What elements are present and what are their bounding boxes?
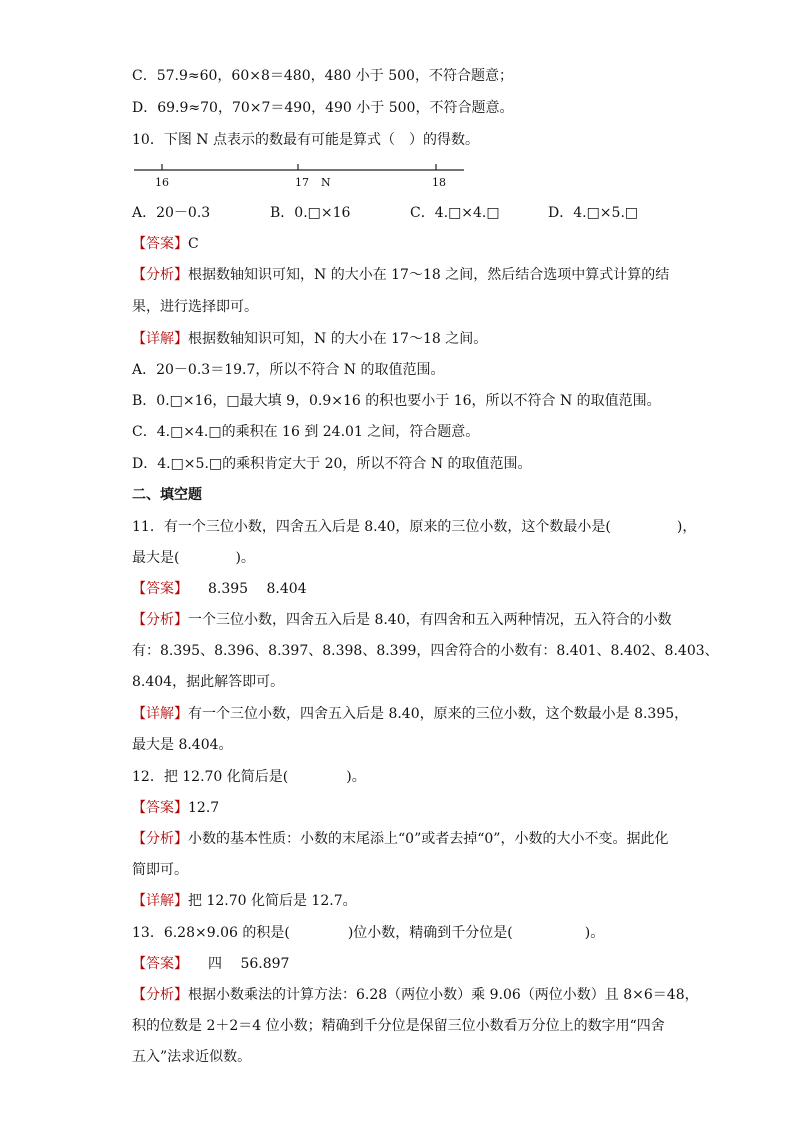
q11-text-d: )。 [235,550,255,566]
q10-detail-b: B．0.□×16，□最大填 9，0.9×16 的积也要小于 16，所以不符合 N 的取值范围。 [132,393,661,409]
choice-b: B．0.□×16 [270,205,351,221]
q13-text-b: )位小数，精确到千分位是( [347,925,513,941]
q11-answer [132,579,307,599]
detail-text: 有一个三位小数，四舍五入后是 8.40，原来的三位小数，这个数最小是 8.395， [188,706,689,722]
tick-label-17: 17 [295,176,309,189]
analysis-tag: 【分析】 [132,831,188,847]
q11-text-a: 11．有一个三位小数，四舍五入后是 8.40，原来的三位小数，这个数最小是( [132,519,611,535]
answer-tag: 【答案】 [132,581,188,597]
q10-detail-d: D．4.□×5.□的乘积肯定大于 20，所以不符合 N 的取值范围。 [132,456,532,472]
q13-text-c: )。 [584,925,605,941]
analysis-text: 一个三位小数，四舍五入后是 8.40，有四舍和五入两种情况，五入符合的小数 [188,612,672,628]
answer-text: 8.395 8.404 [208,581,307,597]
answer-text: 四 56.897 [208,956,290,972]
detail-text: 根据数轴知识可知，N 的大小在 17～18 之间。 [188,331,488,347]
point-n-label: N [321,176,331,189]
q11-analysis-1 [132,610,672,630]
q13-analysis-3: 五入”法求近似数。 [132,1049,252,1065]
choice-c: C．4.□×4.□ [410,205,500,221]
q13-text-a: 13．6.28×9.06 的积是( [132,925,290,941]
tick-label-16: 16 [155,176,169,189]
option-c-line: C．57.9≈60，60×8＝480，480 小于 500，不符合题意； [132,68,513,84]
answer-text: 12.7 [188,800,220,816]
tick-label-18: 18 [432,176,446,189]
q13-analysis-2: 积的位数是 2＋2＝4 位小数；精确到千分位是保留三位小数看万分位上的数字用“四舍 [132,1018,665,1034]
analysis-tag: 【分析】 [132,612,188,628]
question-12 [132,767,366,787]
analysis-text: 根据数轴知识可知，N 的大小在 17～18 之间，然后结合选项中算式计算的结 [188,267,670,283]
question-10: 10．下图 N 点表示的数最有可能是算式（ ）的得数。 [132,132,479,148]
q12-detail-1 [132,891,357,911]
q10-detail-1 [132,329,487,349]
question-13 [132,923,604,943]
q11-text-c: 最大是( [132,550,180,566]
question-11-line-1 [132,517,696,537]
question-11-line-2 [132,548,255,568]
q11-detail-1 [132,704,688,724]
q10-detail-c: C．4.□×4.□的乘积在 16 到 24.01 之间，符合题意。 [132,424,480,440]
answer-tag: 【答案】 [132,800,188,816]
q12-text-a: 12．把 12.70 化简后是( [132,769,289,785]
q12-text-b: )。 [346,769,366,785]
section-heading-fill-blank: 二、填空题 [132,487,202,503]
option-d-line: D．69.9≈70，70×7＝490，490 小于 500，不符合题意。 [132,100,514,116]
analysis-tag: 【分析】 [132,987,188,1003]
q11-analysis-3: 8.404，据此解答即可。 [132,674,285,690]
q13-analysis-1 [132,985,699,1005]
analysis-tag: 【分析】 [132,267,188,283]
q12-analysis-1 [132,829,668,849]
choice-a: A．20－0.3 [132,205,211,221]
answer-tag: 【答案】 [132,956,188,972]
q10-analysis-2: 果，进行选择即可。 [132,299,258,315]
answer-text: C [188,236,199,252]
q13-answer [132,954,289,974]
choice-d: D．4.□×5.□ [548,205,639,221]
detail-tag: 【详解】 [132,331,188,347]
q12-answer [132,798,219,818]
q11-text-b: )， [676,519,697,535]
detail-tag: 【详解】 [132,706,188,722]
detail-tag: 【详解】 [132,893,188,909]
analysis-text: 根据小数乘法的计算方法：6.28（两位小数）乘 9.06（两位小数）且 8×6＝48， [188,987,699,1003]
answer-tag: 【答案】 [132,236,188,252]
analysis-text: 小数的基本性质：小数的末尾添上“0”或者去掉“0”，小数的大小不变。据此化 [188,831,669,847]
number-line [132,160,472,190]
q12-analysis-2: 简即可。 [132,862,188,878]
detail-text: 把 12.70 化简后是 12.7。 [188,893,357,909]
q10-analysis-1 [132,265,669,285]
q10-answer [132,234,199,254]
q10-detail-a: A．20－0.3＝19.7，所以不符合 N 的取值范围。 [132,362,445,378]
q11-analysis-2: 有：8.395、8.396、8.397、8.398、8.399，四舍符合的小数有：8.401、8.402、8.403、 [132,643,719,659]
q11-detail-2: 最大是 8.404。 [132,737,233,753]
